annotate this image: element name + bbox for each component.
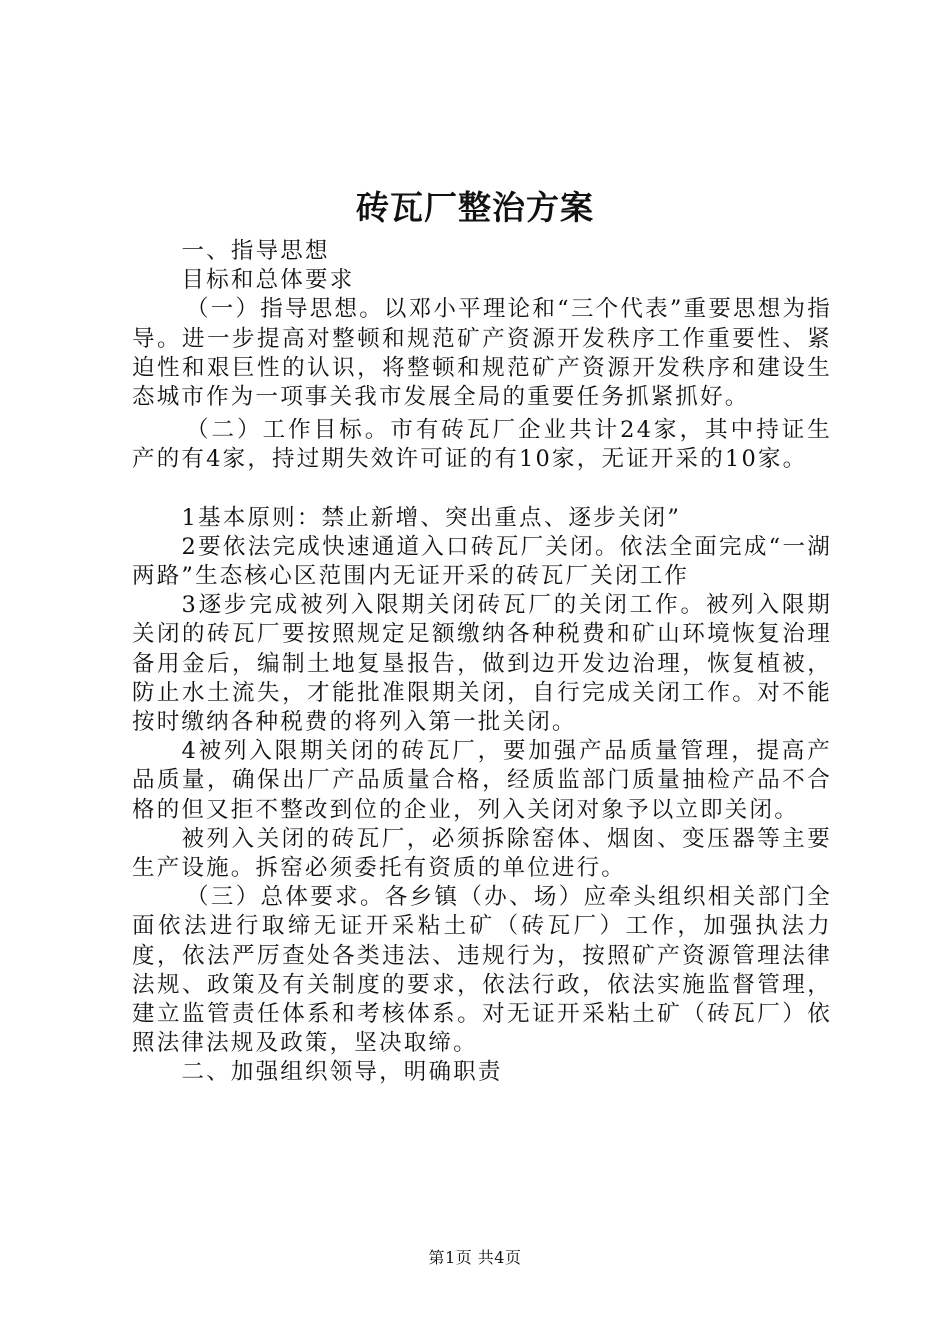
paragraph-work-goals: （二）工作目标。市有砖瓦厂企业共计24家，其中持证生产的有4家，持过期失效许可证的有10家，无证开采的10家。: [132, 417, 832, 473]
paragraph-guiding-ideology: （一）指导思想。以邓小平理论和“三个代表”重要思想为指导。进一步提高对整顿和规范矿产资源开发秩序工作重要性、紧迫性和艰巨性的认识，将整顿和规范矿产资源开发秩序和建设生态城市作为一项事关我市发展全局的重要任务抓紧抓好。: [132, 296, 832, 411]
paragraph-overall-requirements: （三）总体要求。各乡镇（办、场）应牵头组织相关部门全面依法进行取缔无证开采粘土矿（砖瓦厂）工作，加强执法力度，依法严厉查处各类违法、违规行为，按照矿产资源管理法律法规、政策及有关制度的要求，依法行政，依法实施监督管理，建立监管责任体系和考核体系。对无证开采粘土矿（砖瓦厂）依照法律法规及政策，坚决取缔。: [132, 884, 832, 1057]
paragraph-item-3: 3逐步完成被列入限期关闭砖瓦厂的关闭工作。被列入限期关闭的砖瓦厂要按照规定足额缴纳各种税费和矿山环境恢复治理备用金后，编制土地复垦报告，做到边开发边治理，恢复植被，防止水土流失，才能批准限期关闭，自行完成关闭工作。对不能按时缴纳各种税费的将列入第一批关闭。: [132, 592, 832, 736]
document-title: 砖瓦厂整治方案: [356, 188, 594, 227]
paragraph-item-2: 2要依法完成快速通道入口砖瓦厂关闭。依法全面完成“一湖两路”生态核心区范围内无证开采的砖瓦厂关闭工作: [132, 533, 832, 590]
section-heading-guiding-ideology: 一、指导思想: [181, 238, 330, 264]
section-heading-organization: 二、加强组织领导，明确职责: [181, 1059, 503, 1086]
blank-line: [132, 475, 832, 504]
document-body: [132, 237, 832, 1088]
paragraph-basic-principles: 1基本原则：禁止新增、突出重点、逐步关闭”: [181, 504, 682, 531]
page-number-footer: 第1页 共4页: [428, 1248, 522, 1267]
paragraph-item-4: 4被列入限期关闭的砖瓦厂，要加强产品质量管理，提高产品质量，确保出厂产品质量合格，经质监部门质量抽检产品不合格的但又拒不整改到位的企业，列入关闭对象予以立即关闭。: [132, 738, 832, 823]
paragraph-demolition: 被列入关闭的砖瓦厂，必须拆除窑体、烟囱、变压器等主要生产设施。拆窑必须委托有资质的单位进行。: [132, 825, 832, 882]
subheading-goals: 目标和总体要求: [181, 267, 355, 294]
